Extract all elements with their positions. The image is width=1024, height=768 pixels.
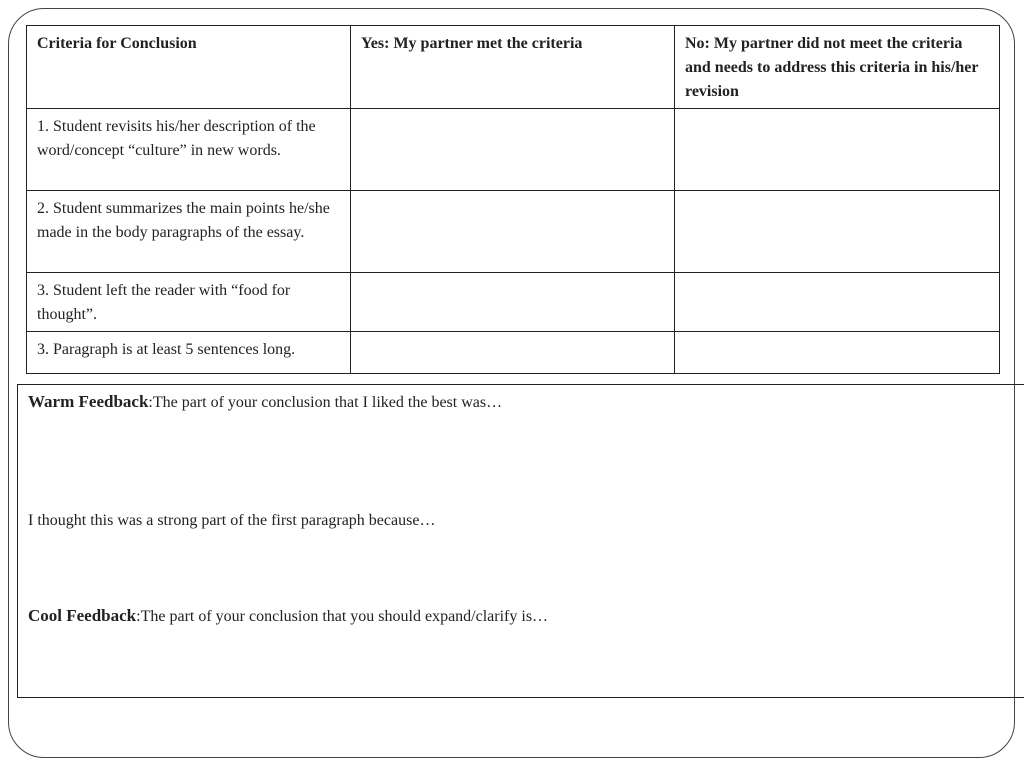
no-cell[interactable]	[675, 191, 1000, 273]
no-cell[interactable]	[675, 332, 1000, 374]
table-row	[27, 332, 1000, 374]
criteria-table	[26, 25, 1000, 374]
yes-cell[interactable]	[351, 273, 675, 332]
warm-feedback-label: Warm Feedback	[28, 392, 149, 411]
strong-part-prompt: I thought this was a strong part of the first paragraph because…	[28, 512, 436, 529]
header-criteria: Criteria for Conclusion	[27, 26, 351, 109]
criterion-cell: 3. Paragraph is at least 5 sentences long.	[27, 332, 351, 374]
criterion-cell: 3. Student left the reader with “food for thought”.	[27, 273, 351, 332]
header-yes: Yes: My partner met the criteria	[351, 26, 675, 109]
table-header-row	[27, 26, 1000, 109]
cool-feedback-prompt: :The part of your conclusion that you should expand/clarify is…	[136, 608, 549, 625]
no-cell[interactable]	[675, 109, 1000, 191]
criterion-cell: 2. Student summarizes the main points he/she made in the body paragraphs of the essay.	[27, 191, 351, 273]
yes-cell[interactable]	[351, 332, 675, 374]
cool-feedback-label: Cool Feedback	[28, 606, 137, 625]
table-row	[27, 191, 1000, 273]
table-row	[27, 109, 1000, 191]
table-row	[27, 273, 1000, 332]
header-no: No: My partner did not meet the criteria and needs to address this criteria in his/her revision	[675, 26, 1000, 109]
criterion-cell: 1. Student revisits his/her description of the word/concept “culture” in new words.	[27, 109, 351, 191]
yes-cell[interactable]	[351, 109, 675, 191]
feedback-box	[17, 384, 1024, 698]
warm-feedback-line	[28, 391, 502, 414]
warm-feedback-prompt: :The part of your conclusion that I liked the best was…	[148, 394, 503, 411]
no-cell[interactable]	[675, 273, 1000, 332]
cool-feedback-line	[28, 605, 548, 628]
yes-cell[interactable]	[351, 191, 675, 273]
